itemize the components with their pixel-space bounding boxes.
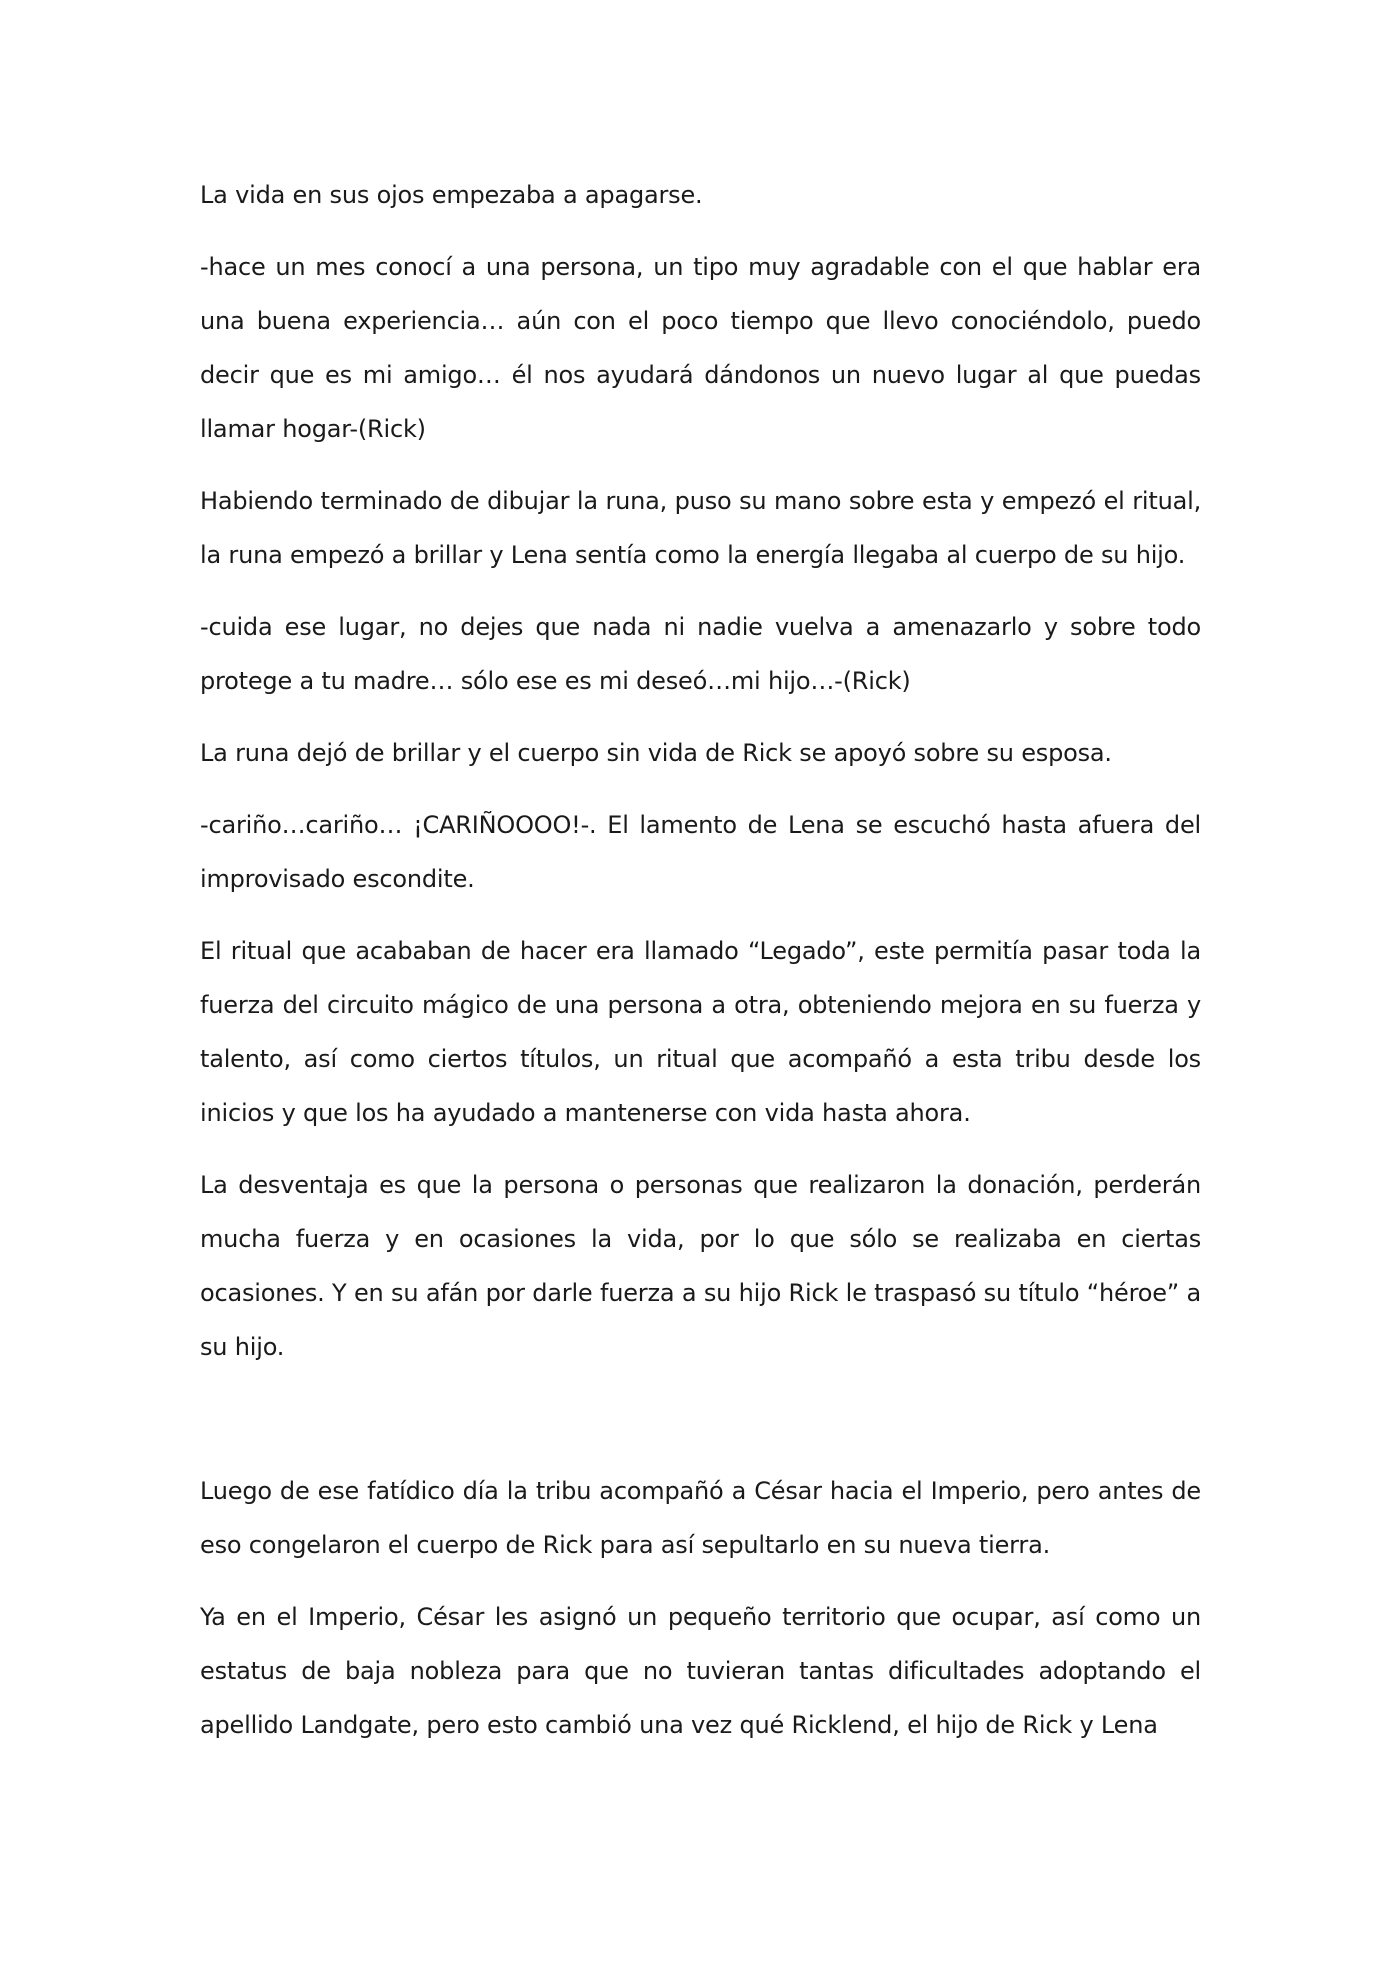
paragraph-5: La runa dejó de brillar y el cuerpo sin vida de Rick se apoyó sobre su esposa. [200,739,1112,767]
document-body [200,168,1201,1770]
paragraph-10: Ya en el Imperio, César les asignó un pequeño territorio que ocupar, así como un estatus de baja nobleza para que no tuvieran tantas dificultades adoptando el apellido Landgate, pero esto cambió una vez qué Ricklend, el hijo de Rick y Lena [200,1603,1201,1739]
paragraph-4: -cuida ese lugar, no dejes que nada ni nadie vuelva a amenazarlo y sobre todo protege a tu madre… sólo ese es mi deseó…mi hijo…-(Rick) [200,613,1201,695]
paragraph-2: -hace un mes conocí a una persona, un tipo muy agradable con el que hablar era una buena experiencia… aún con el poco tiempo que llevo conociéndolo, puedo decir que es mi amigo… él nos ayudará dándonos un nuevo lugar al que puedas llamar hogar-(Rick) [200,253,1201,443]
paragraph-8: La desventaja es que la persona o personas que realizaron la donación, perderán mucha fuerza y en ocasiones la vida, por lo que sólo se realizaba en ciertas ocasiones. Y en su afán por darle fuerza a su hijo Rick le traspasó su título “héroe” a su hijo. [200,1171,1201,1361]
paragraph-3: Habiendo terminado de dibujar la runa, puso su mano sobre esta y empezó el ritual, la runa empezó a brillar y Lena sentía como la energía llegaba al cuerpo de su hijo. [200,487,1201,569]
paragraph-6: -cariño…cariño… ¡CARIÑOOOO!-. El lamento de Lena se escuchó hasta afuera del improvisado escondite. [200,811,1201,893]
paragraph-9: Luego de ese fatídico día la tribu acompañó a César hacia el Imperio, pero antes de eso congelaron el cuerpo de Rick para así sepultarlo en su nueva tierra. [200,1477,1201,1559]
paragraph-1: La vida en sus ojos empezaba a apagarse. [200,181,703,209]
paragraph-7: El ritual que acababan de hacer era llamado “Legado”, este permitía pasar toda la fuerza del circuito mágico de una persona a otra, obteniendo mejora en su fuerza y talento, así como ciertos títulos, un ritual que acompañó a esta tribu desde los inicios y que los ha ayudado a mantenerse con vida hasta ahora. [200,937,1201,1127]
section-gap [200,1392,1201,1464]
